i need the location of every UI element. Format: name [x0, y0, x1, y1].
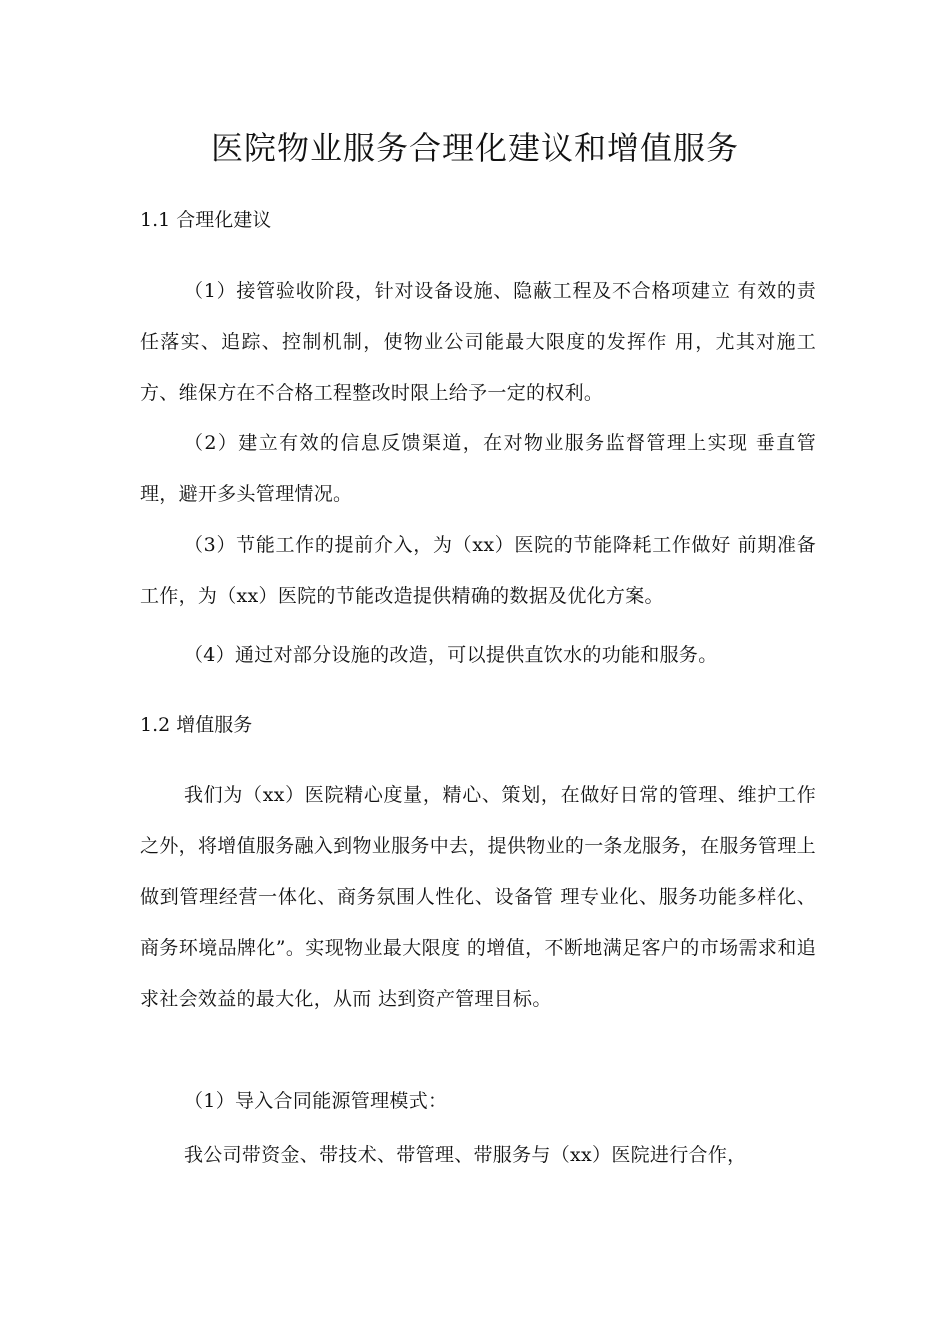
paragraph-1-1-item-1: （1）接管验收阶段，针对设备设施、隐蔽工程及不合格项建立 有效的责任落实、追踪、控制机制，使物业公司能最大限度的发挥作 用，尤其对施工方、维保方在不合格工程整改时限上给予一定的权利。 [140, 280, 816, 404]
section-heading-1-1: 1.1 合理化建议 [140, 209, 272, 231]
paragraph-1-2-item-1: （1）导入合同能源管理模式： [184, 1090, 448, 1112]
paragraph-1-2-body: 我公司带资金、带技术、带管理、带服务与（xx）医院进行合作， [184, 1144, 747, 1166]
paragraph-1-2-intro: 我们为（xx）医院精心度量，精心、策划，在做好日常的管理、维护工作之外，将增值服务融入到物业服务中去，提供物业的一条龙服务，在服务管理上做到管理经营一体化、商务氛围人性化、设备管 理专业化、服务功能多样化、商务环境品牌化”。实现物业最大限度 的增值，不断地满足客户的市场需求和追求社会效益的最大化，从而 达到资产管理目标。 [140, 784, 816, 1010]
paragraph-1-1-item-3: （3）节能工作的提前介入，为（xx）医院的节能降耗工作做好 前期准备工作，为（xx）医院的节能改造提供精确的数据及优化方案。 [140, 534, 816, 607]
paragraph-1-1-item-2: （2）建立有效的信息反馈渠道，在对物业服务监督管理上实现 垂直管理，避开多头管理情况。 [140, 432, 816, 505]
section-heading-1-2: 1.2 增值服务 [140, 714, 253, 736]
paragraph-1-1-item-4: （4）通过对部分设施的改造，可以提供直饮水的功能和服务。 [184, 644, 718, 666]
document-title: 医院物业服务合理化建议和增值服务 [210, 129, 739, 167]
